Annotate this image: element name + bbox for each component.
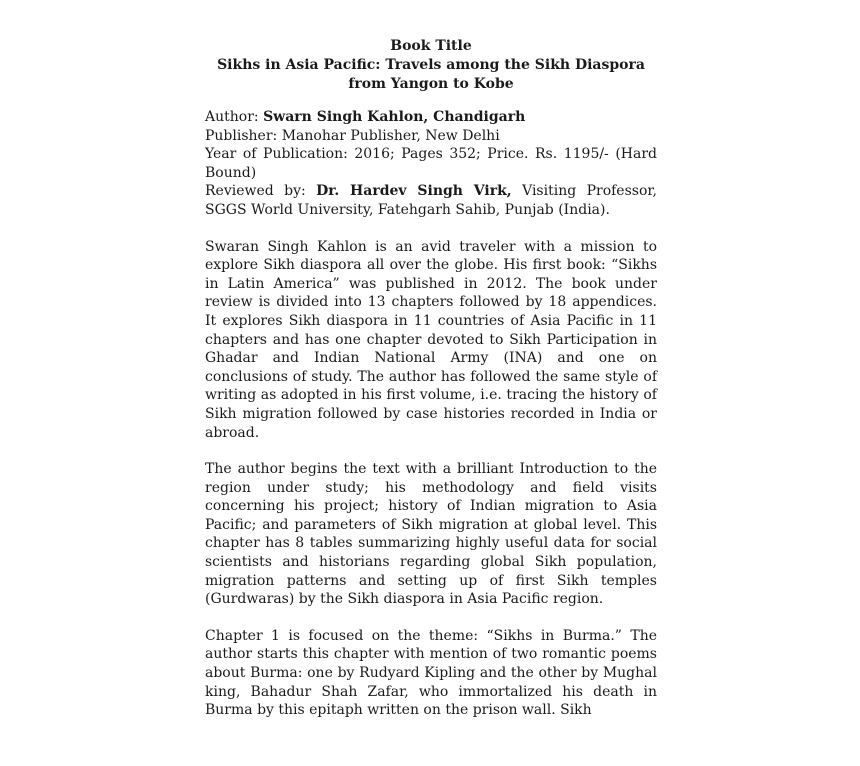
book-metadata: [205, 108, 657, 220]
author-line: [205, 108, 657, 127]
reviewer-affiliation: Visiting Professor, SGGS World University, Fatehgarh Sahib, Punjab (India).: [205, 183, 657, 218]
book-title-line-2: from Yangon to Kobe: [348, 76, 514, 92]
review-page: [205, 37, 657, 734]
book-title-line-1: Sikhs in Asia Pacific: Travels among the Sikh Diaspora: [217, 57, 645, 73]
book-heading: Book Title: [390, 38, 472, 54]
reviewer-line: [205, 182, 657, 219]
paragraph-intro: Swaran Singh Kahlon is an avid traveler with a mission to explore Sikh diaspora all over the globe. His first book: “Sikhs in Latin America” was published in 2012. The book under review is divided into 13 chapters followed by 18 appendices. It explores Sikh diaspora in 11 countries of Asia Pacific in 11 chapters and has one chapter devoted to Sikh Participation in Ghadar and Indian National Army (INA) and one on conclusions of study. The author has followed the same style of writing as adopted in his first volume, i.e. tracing the history of Sikh migration followed by case histories recorded in India or abroad.: [205, 238, 657, 441]
year-pages-price-line: Year of Publication: 2016; Pages 352; Price. Rs. 1195/- (Hard Bound): [205, 146, 657, 181]
author-name: Swarn Singh Kahlon, Chandigarh: [263, 109, 526, 125]
author-label: Author:: [205, 109, 264, 125]
paragraph-introduction-chapter: The author begins the text with a brilliant Introduction to the region under study; his methodology and field visits concerning his project; history of Indian migration to Asia Pacific; and parameters of Sikh migration at global level. This chapter has 8 tables summarizing highly useful data for social scientists and historians regarding global Sikh population, migration patterns and setting up of first Sikh temples (Gurdwaras) by the Sikh diaspora in Asia Pacific region.: [205, 461, 657, 608]
publisher-line: Publisher: Manohar Publisher, New Delhi: [205, 127, 500, 144]
paragraph-chapter-1: Chapter 1 is focused on the theme: “Sikhs in Burma.” The author starts this chapter with mention of two romantic poems about Burma: one by Rudyard Kipling and the other by Mughal king, Bahadur Shah Zafar, who immortalized his death in Burma by this epitaph written on the prison wall. Sikh: [205, 627, 657, 719]
reviewed-label: Reviewed by:: [205, 183, 317, 200]
title-block: [151, 37, 711, 94]
reviewer-name: Dr. Hardev Singh Virk,: [316, 183, 512, 200]
